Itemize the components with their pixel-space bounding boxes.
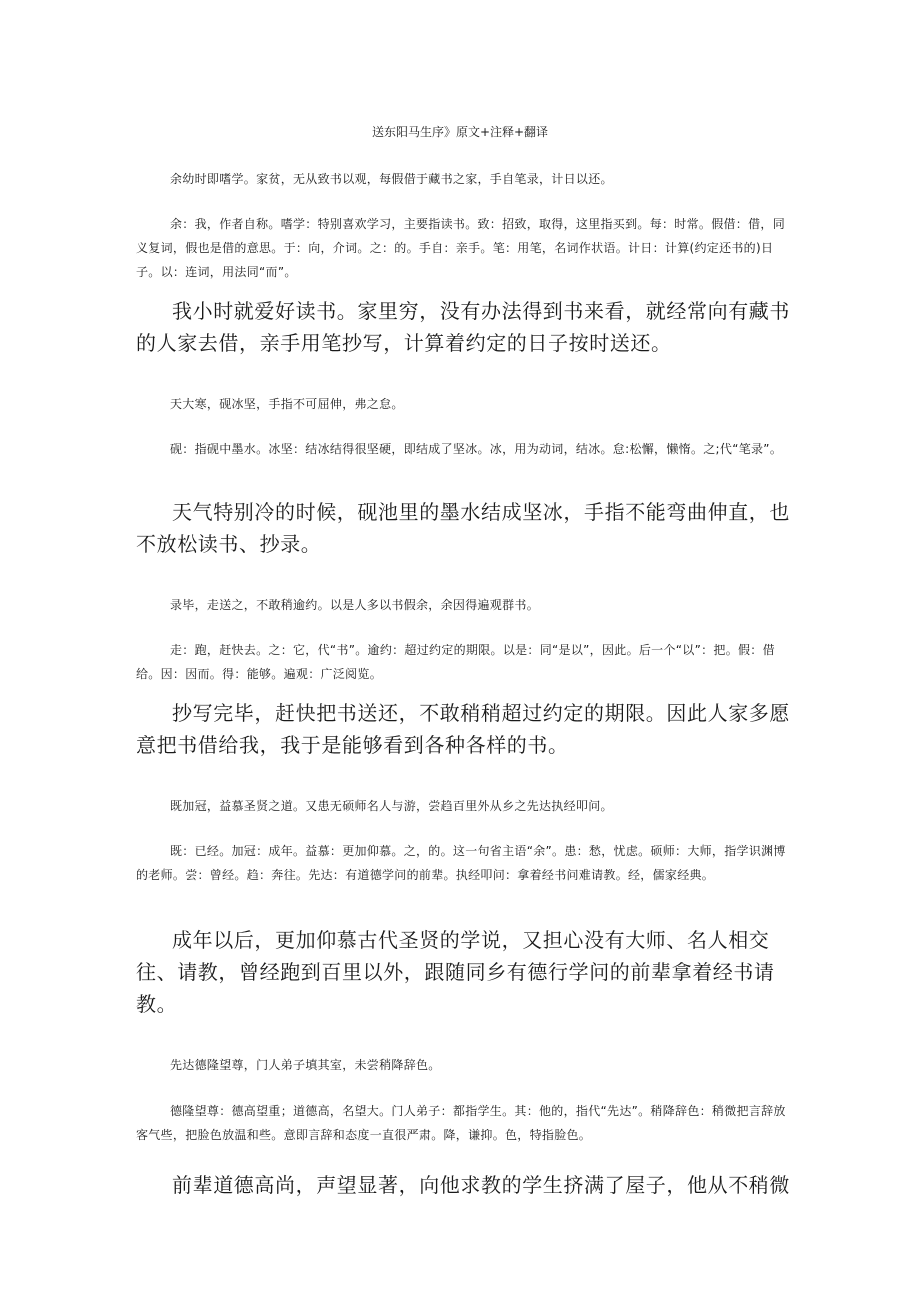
original-text: 先达德隆望尊，门人弟子填其室，未尝稍降辞色。 — [170, 1058, 441, 1072]
translation-text: 成年以后，更加仰慕古代圣贤的学说，又担心没有大师、名人相交往、请教，曾经跑到百里以外，跟随同乡有德行学问的前辈拿着经书请教。 — [136, 928, 775, 1016]
translation-text: 前辈道德高尚，声望显著，向他求教的学生挤满了屋子，他从不稍微 — [172, 1173, 790, 1197]
annotation-text: 砚：指砚中墨水。冰坚：结冰结得很坚硬，即结成了坚冰。冰，用为动词，结冰。怠:松懈，懒惰。之;代“笔录”。 — [170, 442, 783, 456]
document-title: 送东阳马生序》原文+注释+翻译 — [371, 125, 549, 139]
original-text: 余幼时即嗜学。家贫，无从致书以观，每假借于藏书之家，手自笔录，计日以还。 — [170, 172, 613, 186]
annotation-text: 既：已经。加冠：成年。益慕：更加仰慕。之，的。这一句省主语“余”。患：愁，忧虑。硕师：大师，指学识渊博的老师。尝：曾经。趋：奔往。先达：有道德学问的前辈。执经叩问：拿着经书问难请教。经，儒家经典。 — [136, 844, 786, 882]
original-text: 既加冠，益慕圣贤之道。又患无硕师名人与游，尝趋百里外从乡之先达执经叩问。 — [170, 799, 613, 813]
original-text: 录毕，走送之，不敢稍逾约。以是人多以书假余，余因得遍观群书。 — [170, 598, 540, 612]
translation-text: 天气特别冷的时候，砚池里的墨水结成坚冰，手指不能弯曲伸直，也不放松读书、抄录。 — [136, 500, 790, 556]
original-text: 天大寒，砚冰坚，手指不可屈伸，弗之怠。 — [170, 397, 404, 411]
translation-text: 我小时就爱好读书。家里穷，没有办法得到书来看，就经常向有藏书的人家去借，亲手用笔抄写，计算着约定的日子按时送还。 — [136, 299, 790, 355]
annotation-text: 余：我，作者自称。嗜学：特别喜欢学习，主要指读书。致：招致，取得，这里指买到。每：时常。假借：借，同义复词，假也是借的意思。于：向，介词。之：的。手自：亲手。笔：用笔，名词作状语。计日：计算(约定还书的)日子。以：连词，用法同“而”。 — [136, 217, 786, 279]
annotation-text: 德隆望尊：德高望重；道德高，名望大。门人弟子：都指学生。其：他的，指代“先达”。稍降辞色：稍微把言辞放客气些，把脸色放温和些。意即言辞和态度一直很严肃。降，谦抑。色，特指脸色。 — [136, 1104, 786, 1142]
translation-text: 抄写完毕，赶快把书送还，不敢稍稍超过约定的期限。因此人家多愿意把书借给我，我于是能够看到各种各样的书。 — [136, 701, 790, 757]
annotation-text: 走：跑，赶快去。之：它，代“书”。逾约：超过约定的期限。以是：同“是以”，因此。后一个“以”：把。假：借给。因：因而。得：能够。遍观：广泛阅览。 — [136, 643, 775, 681]
